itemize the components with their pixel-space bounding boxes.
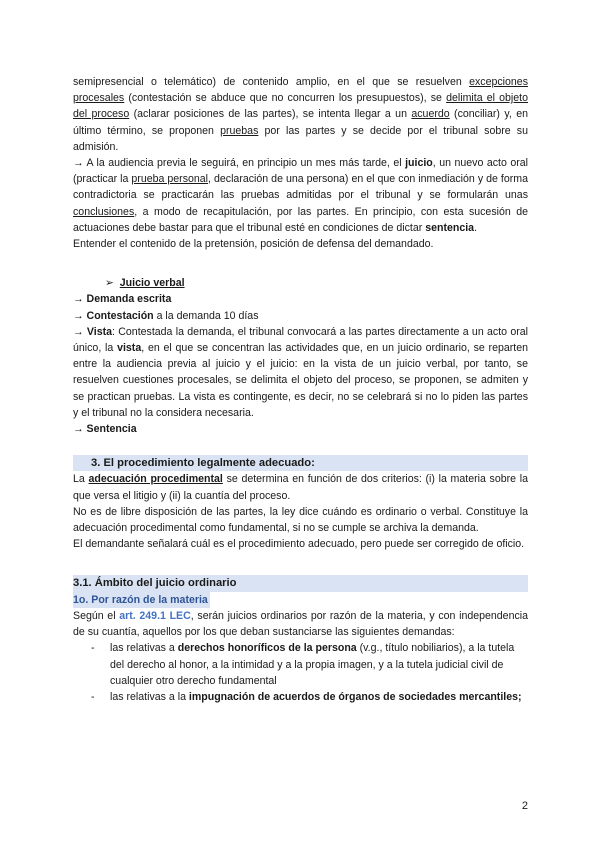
bold-term: sentencia (425, 221, 475, 234)
section-3-heading: 3. El procedimiento legalmente adecuado: (73, 455, 528, 471)
paragraph-disposicion: No es de libre disposición de las partes, la ley dice cuándo es ordinario o verbal. Constituye la adecuación procedimental como fundamental, si no se cumple se archiva la demanda. (73, 505, 528, 535)
paragraph-art-249 (73, 608, 528, 640)
underlined-term: prueba personal (131, 173, 209, 186)
text-run: , en el que se concentran las actividades que, en un juicio ordinario, se reparten entre la audiencia previa al juicio y el juicio: en la vista de un juicio verbal, por tanto, se resuelven cuestiones procesales, se delimita el objeto del proceso, se proponen, se admiten y se practican pruebas. La vista es contingente, es decir, no se celebrará si no lo piden las partes y el tribunal no la considera necesaria. (73, 342, 529, 419)
text-run: se determina en función de dos criterios: (i) la materia sobre la que versa el litigio y (ii) la cuantía del proceso. (73, 473, 528, 502)
text-run: , a modo de recapitulación, por las partes. En principio, con esta sucesión de actuaciones debe bastar para que el tribunal esté en condiciones de dictar (73, 205, 528, 234)
paragraph-adecuacion (73, 471, 528, 503)
subheading-materia-wrap (73, 592, 528, 608)
text-run: , un nuevo acto oral (practicar la (73, 157, 528, 186)
text-run: → A la audiencia previa le seguirá, en principio un mes más tarde, el (73, 157, 406, 170)
text-run: (aclarar posiciones de las partes), se intenta llegar a un (129, 108, 412, 121)
underlined-term: pruebas (220, 124, 259, 137)
right-arrow-icon: → (73, 423, 87, 436)
law-article-link[interactable]: art. 249.1 LEC (119, 609, 191, 622)
arrowhead-bullet-icon: ➢ (105, 277, 114, 290)
bold-term: juicio (405, 157, 433, 170)
text-run: por las partes y se decide por el tribunal sobre su admisión. (73, 124, 528, 153)
underlined-term: adecuación procedimental (88, 473, 223, 486)
text-run: Según el (73, 609, 120, 622)
underlined-term: conclusiones (73, 205, 135, 218)
right-arrow-icon: → (73, 293, 87, 306)
underlined-term: acuerdo (411, 108, 450, 121)
paragraph-entender: Entender el contenido de la pretensión, posición de defensa del demandado. (73, 238, 434, 251)
text-run: (contestación se abduce que no concurren los presupuestos), se (124, 92, 447, 105)
verbal-step-vista (73, 324, 528, 421)
juicio-verbal-title: Juicio verbal (119, 277, 185, 290)
text-run: . (474, 221, 478, 234)
text-run: las relativas a (110, 642, 178, 655)
step-label: Demanda escrita (86, 293, 172, 306)
subheading-materia: 1o. Por razón de la materia (73, 592, 210, 608)
demandas-list (73, 640, 528, 705)
verbal-step-contestacion (73, 308, 528, 324)
text-run: (conciliar) y, en último término, se proponen (73, 108, 528, 137)
text-run: (v.g., título nobiliarios), a la tutela del derecho al honor, a la intimidad y a la propia imagen, y a la tutela judicial civil de cualquier otro derecho fundamental (110, 642, 515, 687)
underlined-term: excepciones procesales (73, 76, 528, 105)
underlined-term: delimita el objeto del proceso (73, 92, 528, 121)
step-label: Vista (86, 325, 113, 338)
text-run: a la demanda 10 días (153, 309, 259, 322)
verbal-step-demanda (73, 291, 528, 307)
list-item (73, 689, 528, 705)
right-arrow-icon: → (73, 309, 87, 322)
paragraph-demandante: El demandante señalará cuál es el procedimiento adecuado, pero puede ser corregido de oficio. (73, 538, 525, 551)
list-item (73, 640, 528, 689)
bold-term: vista (117, 342, 142, 355)
paragraph-audiencia-previa (73, 74, 528, 155)
text-run: La (73, 473, 89, 486)
verbal-step-sentencia (73, 421, 528, 437)
juicio-verbal-heading (105, 275, 528, 291)
text-run: , serán juicios ordinarios por razón de la materia, y con independencia de su cuantía, aquellos por los que deban sustanciarse las siguientes demandas: (73, 609, 529, 639)
text-run: semipresencial o telemático) de contenido amplio, en el que se resuelven (73, 76, 470, 88)
step-label: Sentencia (86, 423, 137, 436)
text-run: , declaración de una persona) en el que con inmediación y de forma contradictoria se practicarán las pruebas admitidas por el tribunal y se formularán unas (73, 173, 528, 202)
paragraph-juicio (73, 155, 528, 236)
text-run: : Contestada la demanda, el tribunal convocará a las partes directamente a un acto oral único, la (73, 325, 528, 355)
bold-term: impugnación de acuerdos de órganos de sociedades mercantiles; (188, 690, 522, 703)
bold-term: derechos honoríficos de la persona (177, 642, 357, 655)
section-3-1-heading: 3.1. Ámbito del juicio ordinario (73, 575, 528, 591)
right-arrow-icon: → (73, 325, 87, 338)
text-run: las relativas a la (110, 690, 189, 703)
page-number: 2 (521, 800, 528, 812)
step-label: Contestación (86, 309, 154, 322)
